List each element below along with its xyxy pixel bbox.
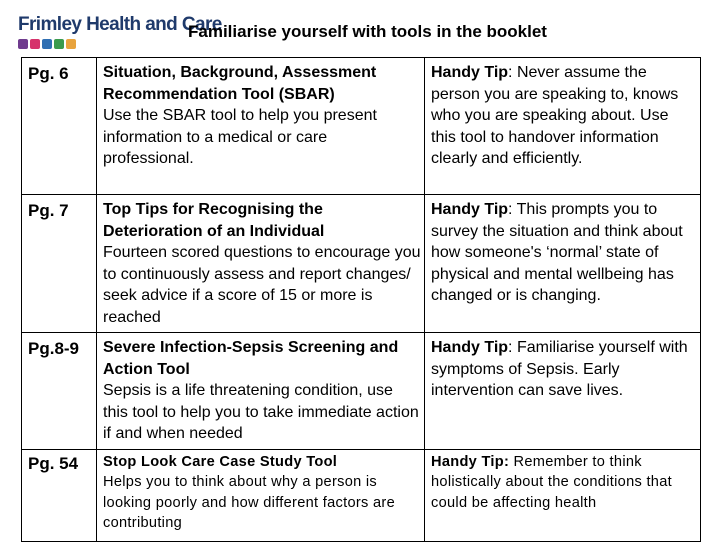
- page-ref: Pg. 7: [22, 195, 97, 333]
- tool-description: Use the SBAR tool to help you present information to a medical or care professional.: [103, 107, 377, 167]
- table-row: [22, 333, 701, 450]
- tip-cell: [425, 195, 701, 333]
- table-row: [22, 195, 701, 333]
- partner-icon: [42, 39, 52, 49]
- partner-icon: [18, 39, 28, 49]
- tip-text: Familiarise yourself with symptoms of Sepsis. Early intervention can save lives.: [431, 339, 688, 399]
- tip-text: Remember to think holistically about the conditions that could be affecting health: [431, 453, 672, 511]
- tool-cell: [97, 333, 425, 450]
- tool-title: Stop Look Care Case Study Tool: [103, 453, 338, 470]
- tip-label: Handy Tip: [431, 201, 509, 218]
- tip-separator: :: [508, 339, 513, 356]
- tip-label: Handy Tip: [431, 339, 509, 356]
- partner-icon: [66, 39, 76, 49]
- page-title: Familiarise yourself with tools in the booklet: [188, 22, 547, 41]
- tools-table: [21, 57, 701, 542]
- tool-title: Situation, Background, Assessment Recommendation Tool (SBAR): [103, 64, 377, 103]
- table-row: [22, 449, 701, 541]
- table-row: [22, 58, 701, 195]
- tip-cell: [425, 58, 701, 195]
- tool-title: Severe Infection-Sepsis Screening and Action Tool: [103, 339, 399, 378]
- page-ref: Pg. 6: [22, 58, 97, 195]
- tool-cell: [97, 449, 425, 541]
- partner-icon: [30, 39, 40, 49]
- page-ref: Pg. 54: [22, 449, 97, 541]
- tip-separator: :: [508, 201, 513, 218]
- tip-cell: [425, 333, 701, 450]
- logo-text: Frimley Health and Care: [18, 14, 222, 35]
- tip-label: Handy Tip: [431, 64, 509, 81]
- partner-icon: [54, 39, 64, 49]
- page-ref: Pg.8-9: [22, 333, 97, 450]
- tip-cell: [425, 449, 701, 541]
- tool-description: Helps you to think about why a person is looking poorly and how different factors are contributing: [103, 474, 395, 531]
- tool-description: Fourteen scored questions to encourage you to continuously assess and report changes/ seek advice if a score of 15 or more is reached: [103, 244, 421, 326]
- tool-description: Sepsis is a life threatening condition, use this tool to help you to take immediate action if and when needed: [103, 382, 419, 442]
- tool-cell: [97, 195, 425, 333]
- tool-title: Top Tips for Recognising the Deterioration of an Individual: [103, 201, 325, 240]
- tool-cell: [97, 58, 425, 195]
- tip-separator: :: [508, 64, 513, 81]
- tip-text: This prompts you to survey the situation and think about how someone's ‘normal’ state of physical and mental wellbeing has changed or is changing.: [431, 201, 683, 304]
- tip-label: Handy Tip:: [431, 453, 510, 470]
- tip-text: Never assume the person you are speaking to, knows who you are speaking about. Use this tool to handover information clearly and efficiently.: [431, 64, 679, 167]
